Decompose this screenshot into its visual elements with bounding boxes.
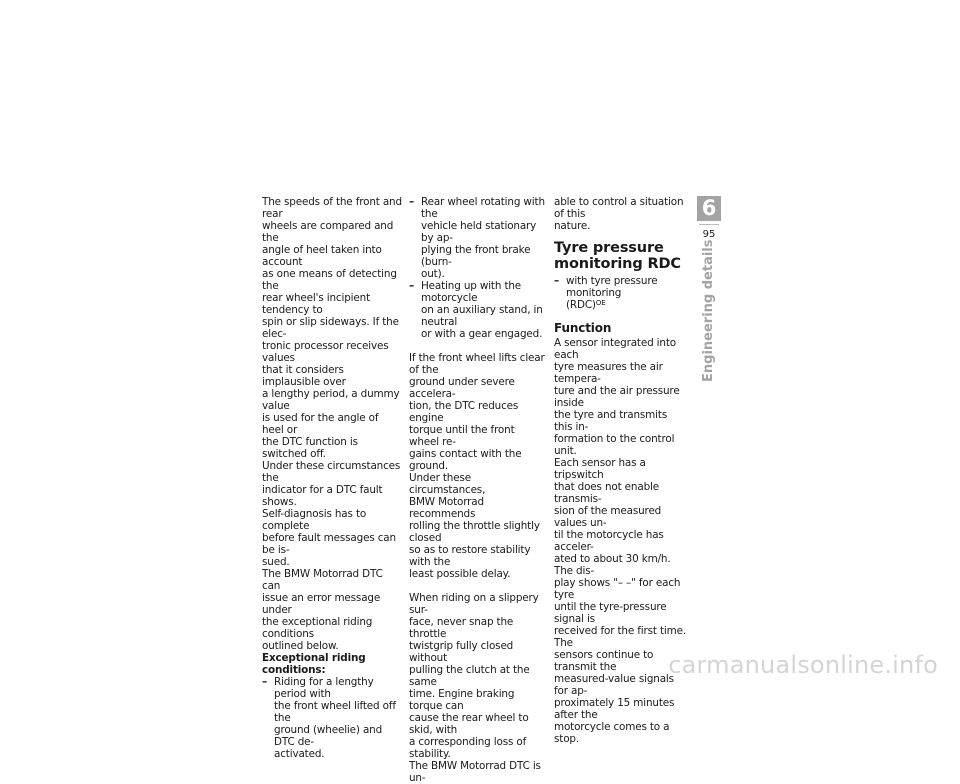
text-line: sensors continue to transmit the <box>554 649 654 673</box>
text-line: gains contact with the ground. <box>409 448 522 472</box>
text-line: measured-value signals for ap- <box>554 673 674 697</box>
text-line: spin or slip sideways. If the elec- <box>262 316 399 340</box>
text-line: ture and the air pressure inside <box>554 385 680 409</box>
text-line: motorcycle comes to a stop. <box>554 721 670 745</box>
text-line: tion, the DTC reduces engine <box>409 400 519 424</box>
list-item-stand <box>409 280 547 340</box>
paragraph-front-wheel-lift <box>409 352 547 580</box>
text-line: a lengthy period, a dummy value <box>262 388 400 412</box>
text-line: The speeds of the front and rear <box>262 196 402 220</box>
text-line: formation to the control unit. <box>554 433 675 457</box>
chapter-title-vertical: Engineering details <box>701 239 716 382</box>
text-column-1 <box>262 196 402 760</box>
text-line: Tyre pressure <box>554 240 664 256</box>
text-line: indicator for a DTC fault shows. <box>262 484 383 508</box>
chapter-number-badge: 6 <box>697 196 721 221</box>
subheading-function: Function <box>554 321 612 335</box>
text-line: proximately 15 minutes after the <box>554 697 675 721</box>
text-line <box>566 299 688 311</box>
rdc-label: (RDC) <box>566 299 596 311</box>
text-line: received for the first time. The <box>554 625 686 649</box>
text-line: nature. <box>554 220 591 232</box>
text-line: rear wheel's incipient tendency to <box>262 292 371 316</box>
text-line: face, never snap the throttle <box>409 616 514 640</box>
text-line: BMW Motorrad recommends <box>409 496 484 520</box>
heading-exceptional-conditions <box>262 652 402 676</box>
text-line: the exceptional riding conditions <box>262 616 373 640</box>
chapter-divider <box>699 224 719 225</box>
text-line: is used for the angle of heel or <box>262 412 379 436</box>
text-line: the tyre and transmits this in- <box>554 409 668 433</box>
text-line: outlined below. <box>262 640 339 652</box>
section-title-rdc <box>554 240 688 272</box>
text-line: that does not enable transmis- <box>554 481 660 505</box>
text-line: monitoring RDC <box>554 256 681 272</box>
text-line: until the tyre-pressure signal is <box>554 601 667 625</box>
text-line: Self-diagnosis has to complete <box>262 508 367 532</box>
text-line: that it considers implausible over <box>262 364 346 388</box>
paragraph-slippery-surface <box>409 592 547 784</box>
text-line: tronic processor receives values <box>262 340 389 364</box>
text-line: ground (wheelie) and DTC de- <box>274 724 383 748</box>
text-line: time. Engine braking torque can <box>409 688 515 712</box>
oe-marker: OE <box>595 299 606 307</box>
text-line: vehicle held stationary by ap- <box>421 220 537 244</box>
text-line: the front wheel lifted off the <box>274 700 396 724</box>
text-line: as one means of detecting the <box>262 268 397 292</box>
text-line: the DTC function is switched off. <box>262 436 358 460</box>
text-line: sion of the measured values un- <box>554 505 662 529</box>
text-line: Under these circumstances the <box>262 460 401 484</box>
watermark: carmanualsonline.info <box>668 651 938 679</box>
text-line: twistgrip fully closed without <box>409 640 514 664</box>
text-line: cause the rear wheel to skid, with <box>409 712 529 736</box>
text-line: – with tyre pressure monitoring <box>566 275 658 299</box>
text-line: tyre measures the air tempera- <box>554 361 663 385</box>
text-line: Exceptional riding <box>262 652 366 664</box>
text-line: so as to restore stability with the <box>409 544 531 568</box>
text-line: – Rear wheel rotating with the <box>421 196 545 220</box>
text-line: til the motorcycle has acceler- <box>554 529 664 553</box>
paragraph-continuation <box>554 196 688 232</box>
text-line: ated to about 30 km/h. The dis- <box>554 553 671 577</box>
text-line: torque until the front wheel re- <box>409 424 515 448</box>
text-line: plying the front brake (burn- <box>421 244 531 268</box>
text-line: issue an error message under <box>262 592 381 616</box>
text-line: out). <box>421 268 445 280</box>
text-line: on an auxiliary stand, in neutral <box>421 304 543 328</box>
text-line: or with a gear engaged. <box>421 328 543 340</box>
text-column-2 <box>409 196 547 784</box>
text-line: A sensor integrated into each <box>554 337 676 361</box>
text-line: least possible delay. <box>409 568 511 580</box>
page-number: 95 <box>702 229 716 240</box>
text-line: The BMW Motorrad DTC can <box>262 568 383 592</box>
text-line: If the front wheel lifts clear of the <box>409 352 545 376</box>
text-line: angle of heel taken into account <box>262 244 382 268</box>
paragraph-speed-comparison <box>262 196 402 568</box>
list-item-wheelie <box>262 676 402 760</box>
text-line: sued. <box>262 556 290 568</box>
text-line: play shows "– –" for each tyre <box>554 577 681 601</box>
text-line: activated. <box>274 748 325 760</box>
text-line: ground under severe accelera- <box>409 376 515 400</box>
text-line: When riding on a slippery sur- <box>409 592 539 616</box>
paragraph-sensor-function <box>554 337 688 745</box>
text-line: Each sensor has a tripswitch <box>554 457 646 481</box>
text-line: before fault messages can be is- <box>262 532 396 556</box>
text-line: conditions: <box>262 664 326 676</box>
text-line: rolling the throttle slightly closed <box>409 520 540 544</box>
text-line: pulling the clutch at the same <box>409 664 530 688</box>
text-line: The BMW Motorrad DTC is un- <box>409 760 541 784</box>
text-line: Under these circumstances, <box>409 472 486 496</box>
text-line: wheels are compared and the <box>262 220 394 244</box>
text-line: able to control a situation of this <box>554 196 684 220</box>
list-item-burnout <box>409 196 547 280</box>
paragraph-error-message <box>262 568 402 652</box>
text-line: – Heating up with the motorcycle <box>421 280 522 304</box>
text-line: – Riding for a lengthy period with <box>274 676 374 700</box>
list-item-rdc-option <box>554 275 688 311</box>
text-line: a corresponding loss of stability. <box>409 736 527 760</box>
